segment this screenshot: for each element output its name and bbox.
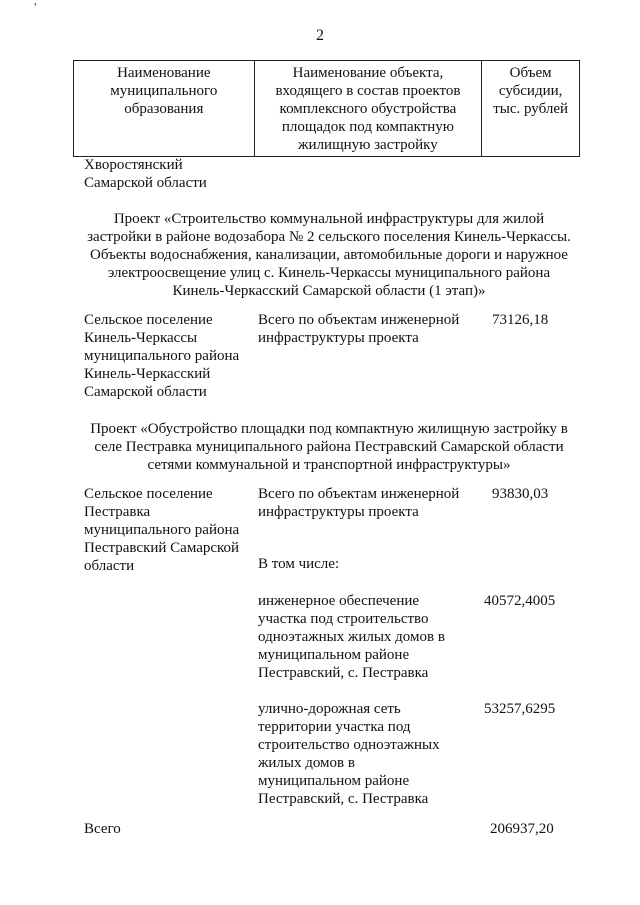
corner-mark: ': [34, 1, 37, 16]
grand-total-amount: 206937,20: [490, 821, 554, 837]
project1-amount: 73126,18: [492, 312, 549, 328]
header-municipality-cell: Наименование муниципального образования: [74, 61, 255, 157]
header-subsidy-cell: Объем субсидии, тыс. рублей: [482, 61, 580, 157]
project2-item2-amount: 53257,6295: [484, 701, 556, 717]
project1-title: Проект «Строительство коммунальной инфраструктуры для жилой застройки в районе водозабора № 2 сельского поселения Кинель-Черкассы. Объекты водоснабжения, канализации, автомобильные дороги и наружное электроосвещение улиц с. Кинель-Черкассы муниципального района Кинель-Черкасский Самарской области (1 этап)»: [87, 211, 571, 299]
project2-object-total: Всего по объектам инженерной инфраструктуры проекта: [258, 486, 460, 520]
header-table: [73, 60, 580, 157]
project2-including-label: В том числе:: [258, 556, 340, 572]
project2-title: Проект «Обустройство площадки под компактную жилищную застройку в селе Пестравка муниципального района Пестравский Самарской области сетями коммунальной и транспортной инфраструктуры»: [90, 421, 568, 473]
project1-object: Всего по объектам инженерной инфраструктуры проекта: [258, 312, 460, 346]
project2-item1-text: инженерное обеспечение участка под строительство одноэтажных жилых домов в муниципальном районе Пестравский, с. Пестравка: [258, 593, 445, 681]
grand-total-label: Всего: [84, 821, 121, 837]
header-row: [74, 61, 580, 157]
project2-municipality: Сельское поселение Пестравка муниципального района Пестравский Самарской области: [84, 486, 240, 574]
project2-item1-amount: 40572,4005: [484, 593, 556, 609]
page-number: 2: [316, 27, 324, 44]
header-object-cell: Наименование объекта, входящего в состав проектов комплексного обустройства площадок под компактную жилищную застройку: [254, 61, 482, 157]
project2-amount-total: 93830,03: [492, 486, 549, 502]
project2-item2-text: улично-дорожная сеть территории участка под строительство одноэтажных жилых домов в муниципальном районе Пестравский, с. Пестравка: [258, 701, 440, 807]
project1-municipality: Сельское поселение Кинель-Черкассы муниципального района Кинель-Черкасский Самарской области: [84, 312, 240, 400]
continued-municipality: Хворостянский Самарской области: [84, 157, 207, 191]
